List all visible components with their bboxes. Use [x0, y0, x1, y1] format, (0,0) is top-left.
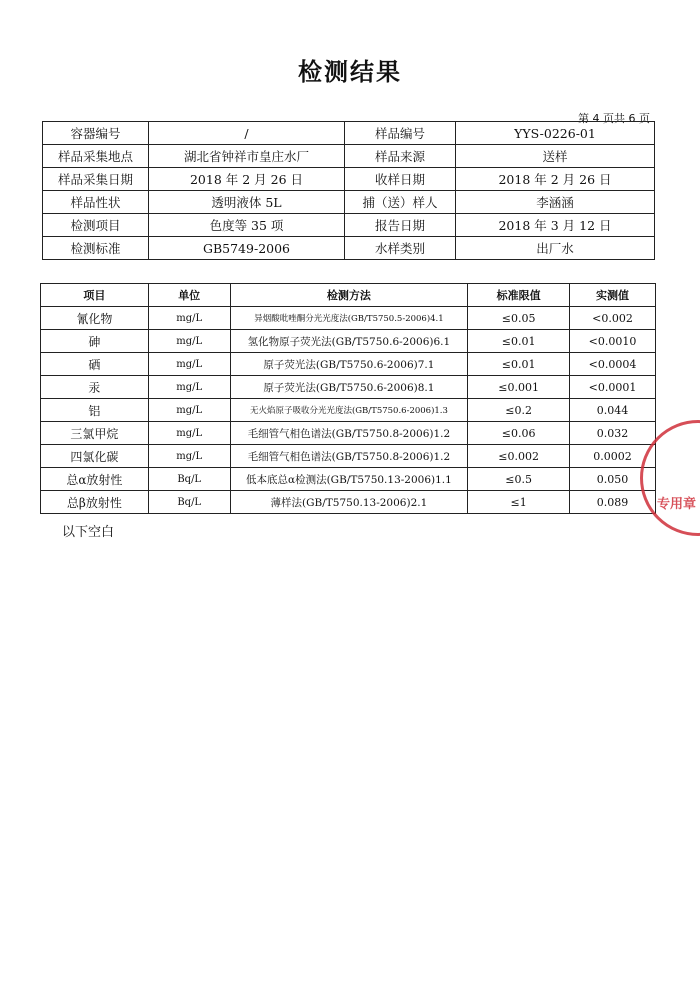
method-cell: 毛细管气相色谱法(GB/T5750.8-2006)1.2 — [230, 422, 468, 445]
unit-cell: mg/L — [148, 307, 230, 330]
limit-cell: ≤1 — [468, 491, 570, 514]
item-cell: 汞 — [41, 376, 149, 399]
table-row — [41, 491, 656, 514]
column-header: 单位 — [148, 284, 230, 307]
info-label: 报告日期 — [345, 214, 456, 237]
measured-cell: <0.0004 — [570, 353, 656, 376]
unit-cell: mg/L — [148, 330, 230, 353]
measured-cell: <0.0001 — [570, 376, 656, 399]
unit-cell: mg/L — [148, 353, 230, 376]
unit-cell: mg/L — [148, 376, 230, 399]
item-cell: 氰化物 — [41, 307, 149, 330]
unit-cell: mg/L — [148, 399, 230, 422]
info-row — [43, 214, 655, 237]
info-value: 色度等 35 项 — [149, 214, 345, 237]
sample-info-table — [42, 121, 655, 260]
info-label: 容器编号 — [43, 122, 149, 145]
info-value: 出厂水 — [456, 237, 655, 260]
info-row — [43, 145, 655, 168]
column-header: 项目 — [41, 284, 149, 307]
measured-cell: 0.0002 — [570, 445, 656, 468]
measured-cell: <0.0010 — [570, 330, 656, 353]
measured-cell: 0.050 — [570, 468, 656, 491]
blank-note: 以下空白 — [62, 525, 115, 540]
info-value: 李涵涵 — [456, 191, 655, 214]
method-cell: 异烟酸吡唑酮分光光度法(GB/T5750.5-2006)4.1 — [230, 307, 468, 330]
table-row — [41, 399, 656, 422]
table-row — [41, 330, 656, 353]
method-cell: 原子荧光法(GB/T5750.6-2006)7.1 — [230, 353, 468, 376]
measured-cell: 0.089 — [570, 491, 656, 514]
info-value: GB5749-2006 — [149, 237, 345, 260]
info-label: 收样日期 — [345, 168, 456, 191]
info-value: 透明液体 5L — [149, 191, 345, 214]
info-value: 湖北省钟祥市皇庄水厂 — [149, 145, 345, 168]
unit-cell: mg/L — [148, 422, 230, 445]
info-row — [43, 237, 655, 260]
column-header: 检测方法 — [230, 284, 468, 307]
item-cell: 硒 — [41, 353, 149, 376]
info-label: 样品来源 — [345, 145, 456, 168]
measured-cell: <0.002 — [570, 307, 656, 330]
limit-cell: ≤0.06 — [468, 422, 570, 445]
info-row — [43, 168, 655, 191]
table-row — [41, 445, 656, 468]
unit-cell: Bq/L — [148, 468, 230, 491]
info-value: 送样 — [456, 145, 655, 168]
info-label: 样品性状 — [43, 191, 149, 214]
info-label: 水样类别 — [345, 237, 456, 260]
info-value: YYS-0226-01 — [456, 122, 655, 145]
info-value: 2018 年 3 月 12 日 — [456, 214, 655, 237]
limit-cell: ≤0.01 — [468, 353, 570, 376]
method-cell: 氢化物原子荧光法(GB/T5750.6-2006)6.1 — [230, 330, 468, 353]
stamp-text: 专用章 — [657, 497, 697, 512]
item-cell: 铝 — [41, 399, 149, 422]
results-header-row — [41, 284, 656, 307]
info-value: 2018 年 2 月 26 日 — [456, 168, 655, 191]
info-label: 检测项目 — [43, 214, 149, 237]
limit-cell: ≤0.05 — [468, 307, 570, 330]
limit-cell: ≤0.5 — [468, 468, 570, 491]
limit-cell: ≤0.2 — [468, 399, 570, 422]
item-cell: 三氯甲烷 — [41, 422, 149, 445]
info-label: 样品编号 — [345, 122, 456, 145]
column-header: 标准限值 — [468, 284, 570, 307]
method-cell: 原子荧光法(GB/T5750.6-2006)8.1 — [230, 376, 468, 399]
info-row — [43, 191, 655, 214]
results-table — [40, 283, 656, 514]
item-cell: 总β放射性 — [41, 491, 149, 514]
measured-cell: 0.044 — [570, 399, 656, 422]
measured-cell: 0.032 — [570, 422, 656, 445]
limit-cell: ≤0.01 — [468, 330, 570, 353]
column-header: 实测值 — [570, 284, 656, 307]
method-cell: 毛细管气相色谱法(GB/T5750.8-2006)1.2 — [230, 445, 468, 468]
page-title: 检测结果 — [298, 58, 402, 86]
item-cell: 砷 — [41, 330, 149, 353]
info-value: 2018 年 2 月 26 日 — [149, 168, 345, 191]
unit-cell: mg/L — [148, 445, 230, 468]
method-cell: 无火焰原子吸收分光光度法(GB/T5750.6-2006)1.3 — [230, 399, 468, 422]
info-row — [43, 122, 655, 145]
info-value: / — [149, 122, 345, 145]
table-row — [41, 353, 656, 376]
item-cell: 四氯化碳 — [41, 445, 149, 468]
item-cell: 总α放射性 — [41, 468, 149, 491]
page-number: 第 4 页共 6 页 — [578, 112, 650, 125]
info-label: 捕（送）样人 — [345, 191, 456, 214]
unit-cell: Bq/L — [148, 491, 230, 514]
info-label: 检测标准 — [43, 237, 149, 260]
method-cell: 薄样法(GB/T5750.13-2006)2.1 — [230, 491, 468, 514]
info-label: 样品采集地点 — [43, 145, 149, 168]
table-row — [41, 376, 656, 399]
table-row — [41, 422, 656, 445]
table-row — [41, 468, 656, 491]
limit-cell: ≤0.002 — [468, 445, 570, 468]
info-label: 样品采集日期 — [43, 168, 149, 191]
method-cell: 低本底总α检测法(GB/T5750.13-2006)1.1 — [230, 468, 468, 491]
limit-cell: ≤0.001 — [468, 376, 570, 399]
table-row — [41, 307, 656, 330]
